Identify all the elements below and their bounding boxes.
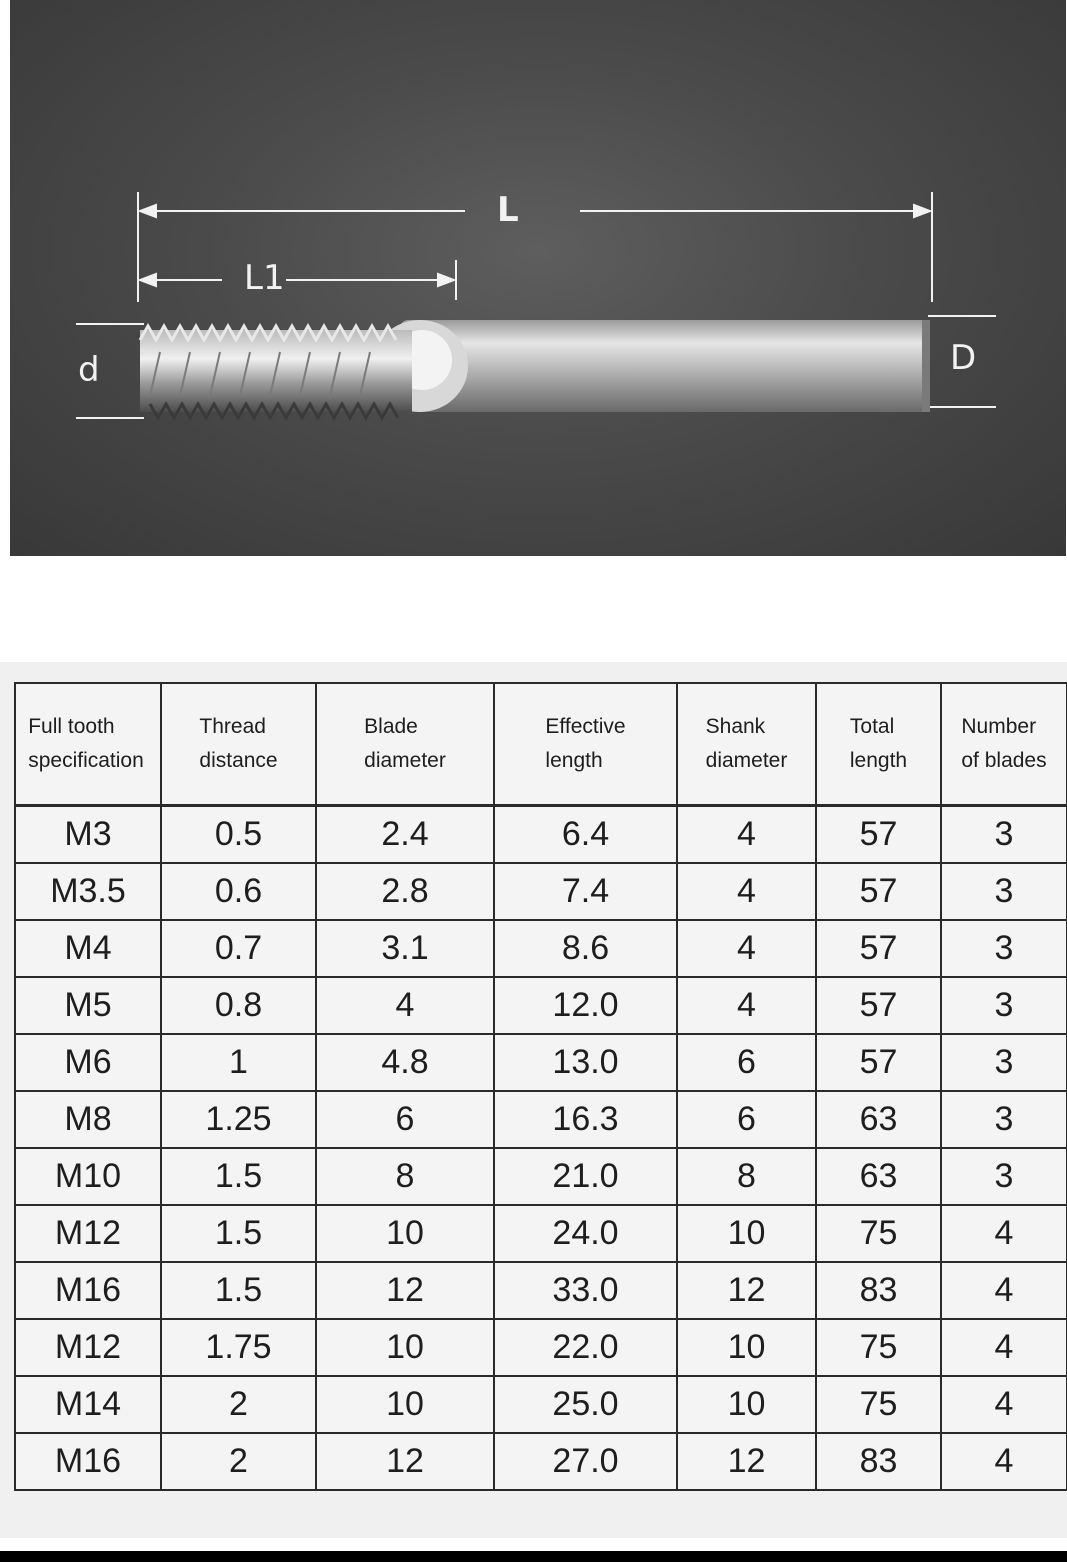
table-row <box>15 1148 1067 1205</box>
table-cell: 83 <box>816 1262 941 1319</box>
table-cell: 6 <box>316 1091 494 1148</box>
table-cell: 10 <box>677 1319 816 1376</box>
table-row <box>15 1091 1067 1148</box>
table-cell: 10 <box>316 1205 494 1262</box>
table-cell: 3 <box>941 1148 1067 1205</box>
header-row <box>15 683 1067 806</box>
table-cell: 3 <box>941 1091 1067 1148</box>
table-cell: 0.6 <box>161 863 316 920</box>
header-line: Effective <box>545 715 626 738</box>
table-cell: 3 <box>941 977 1067 1034</box>
table-row <box>15 1376 1067 1433</box>
header-line: Blade <box>364 715 418 738</box>
table-cell: 3 <box>941 806 1067 864</box>
product-photo <box>10 0 1066 556</box>
table-cell: 4 <box>941 1205 1067 1262</box>
table-cell: M6 <box>15 1034 161 1091</box>
table-cell: M3.5 <box>15 863 161 920</box>
table-cell: M16 <box>15 1262 161 1319</box>
table-cell: 6 <box>677 1091 816 1148</box>
table-cell: 4 <box>677 977 816 1034</box>
table-cell: 6.4 <box>494 806 677 864</box>
table-cell: 2.4 <box>316 806 494 864</box>
table-row <box>15 806 1067 864</box>
table-cell: 4 <box>677 920 816 977</box>
table-cell: M10 <box>15 1148 161 1205</box>
table-cell: 8 <box>316 1148 494 1205</box>
table-cell: 12 <box>677 1433 816 1490</box>
header-line: diameter <box>364 749 446 772</box>
label-D: D <box>950 338 977 378</box>
header-blade-diameter <box>316 683 494 806</box>
table-cell: 4 <box>677 863 816 920</box>
spec-table-section <box>0 662 1067 1538</box>
bottom-bar <box>0 1551 1067 1562</box>
header-shank-diameter <box>677 683 816 806</box>
table-cell: 1.25 <box>161 1091 316 1148</box>
header-thread-distance <box>161 683 316 806</box>
table-cell: 4 <box>941 1376 1067 1433</box>
table-cell: 10 <box>316 1376 494 1433</box>
table-cell: 13.0 <box>494 1034 677 1091</box>
table-cell: 0.5 <box>161 806 316 864</box>
tool-thread-section <box>140 326 412 418</box>
header-line: length <box>545 749 603 772</box>
header-text <box>545 710 625 778</box>
table-cell: 1.5 <box>161 1205 316 1262</box>
table-cell: M3 <box>15 806 161 864</box>
table-cell: 7.4 <box>494 863 677 920</box>
table-cell: 4 <box>316 977 494 1034</box>
table-cell: 63 <box>816 1148 941 1205</box>
table-cell: 12.0 <box>494 977 677 1034</box>
table-cell: 1.75 <box>161 1319 316 1376</box>
table-cell: 12 <box>316 1262 494 1319</box>
table-cell: 12 <box>677 1262 816 1319</box>
header-line: of blades <box>961 749 1047 772</box>
table-cell: 10 <box>677 1205 816 1262</box>
table-cell: 4 <box>941 1319 1067 1376</box>
header-line: Shank <box>705 715 766 738</box>
table-cell: 2 <box>161 1376 316 1433</box>
table-cell: 10 <box>316 1319 494 1376</box>
table-cell: 4 <box>941 1433 1067 1490</box>
table-cell: M5 <box>15 977 161 1034</box>
header-text <box>199 710 277 778</box>
table-cell: 57 <box>816 1034 941 1091</box>
header-effective-length <box>494 683 677 806</box>
table-cell: 75 <box>816 1319 941 1376</box>
table-cell: 4.8 <box>316 1034 494 1091</box>
table-cell: 1.5 <box>161 1262 316 1319</box>
header-text <box>961 710 1046 778</box>
table-cell: 27.0 <box>494 1433 677 1490</box>
header-line: specification <box>28 749 144 772</box>
tool-shank <box>372 320 930 412</box>
specification-table <box>14 682 1067 1491</box>
header-line: length <box>849 749 908 772</box>
table-cell: M14 <box>15 1376 161 1433</box>
thread-mill-dimension-diagram <box>10 0 1066 556</box>
dimension-L1 <box>140 260 456 300</box>
table-cell: M16 <box>15 1433 161 1490</box>
table-cell: 57 <box>816 977 941 1034</box>
table-cell: 16.3 <box>494 1091 677 1148</box>
table-cell: 25.0 <box>494 1376 677 1433</box>
header-number-of-blades <box>941 683 1067 806</box>
header-line: Total <box>849 715 895 738</box>
header-text <box>850 710 907 778</box>
header-total-length <box>816 683 941 806</box>
table-cell: 75 <box>816 1205 941 1262</box>
table-cell: 0.7 <box>161 920 316 977</box>
table-cell: 57 <box>816 863 941 920</box>
table-row <box>15 1205 1067 1262</box>
table-cell: 3 <box>941 1034 1067 1091</box>
table-cell: 24.0 <box>494 1205 677 1262</box>
header-text <box>28 710 144 778</box>
table-cell: 1 <box>161 1034 316 1091</box>
table-cell: 75 <box>816 1376 941 1433</box>
table-row <box>15 977 1067 1034</box>
table-row <box>15 1034 1067 1091</box>
table-cell: 1.5 <box>161 1148 316 1205</box>
table-cell: 0.8 <box>161 977 316 1034</box>
header-full-tooth-spec <box>15 683 161 806</box>
table-cell: M12 <box>15 1205 161 1262</box>
table-cell: 12 <box>316 1433 494 1490</box>
table-row <box>15 1262 1067 1319</box>
header-line: diameter <box>705 749 788 772</box>
label-L1: L1 <box>244 258 285 298</box>
table-cell: 33.0 <box>494 1262 677 1319</box>
table-cell: M8 <box>15 1091 161 1148</box>
header-line: Thread <box>199 715 266 738</box>
table-row <box>15 1433 1067 1490</box>
header-text <box>364 710 446 778</box>
table-cell: 8.6 <box>494 920 677 977</box>
header-line: Number <box>961 715 1037 738</box>
table-cell: 3.1 <box>316 920 494 977</box>
header-line: distance <box>199 749 278 772</box>
table-cell: 63 <box>816 1091 941 1148</box>
label-L: L <box>497 190 519 230</box>
table-cell: 10 <box>677 1376 816 1433</box>
table-cell: 3 <box>941 863 1067 920</box>
header-line: Full tooth <box>28 715 115 738</box>
table-cell: M12 <box>15 1319 161 1376</box>
table-cell: 83 <box>816 1433 941 1490</box>
table-cell: 22.0 <box>494 1319 677 1376</box>
table-cell: 6 <box>677 1034 816 1091</box>
table-cell: 3 <box>941 920 1067 977</box>
table-row <box>15 920 1067 977</box>
table-cell: 2 <box>161 1433 316 1490</box>
table-row <box>15 1319 1067 1376</box>
header-text <box>706 710 788 778</box>
table-row <box>15 863 1067 920</box>
table-cell: 4 <box>677 806 816 864</box>
label-d: d <box>78 350 100 390</box>
table-cell: 57 <box>816 920 941 977</box>
table-cell: 57 <box>816 806 941 864</box>
table-cell: 2.8 <box>316 863 494 920</box>
table-cell: 4 <box>941 1262 1067 1319</box>
table-cell: M4 <box>15 920 161 977</box>
table-cell: 8 <box>677 1148 816 1205</box>
table-cell: 21.0 <box>494 1148 677 1205</box>
